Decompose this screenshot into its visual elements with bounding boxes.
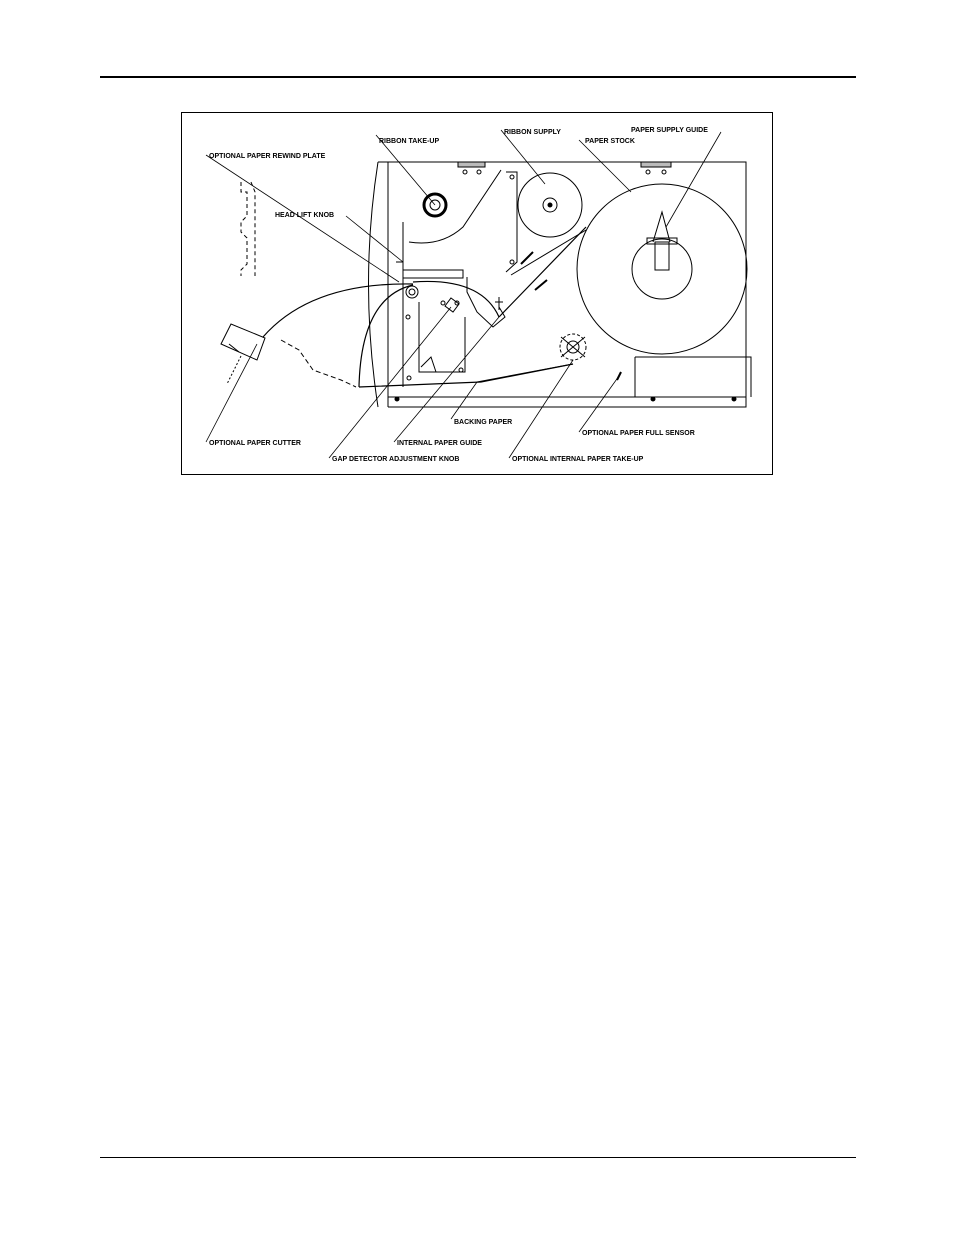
- label-optional-internal-paper-take-up: OPTIONAL INTERNAL PAPER TAKE-UP: [512, 456, 644, 463]
- label-gap-detector-adjustment-knob: GAP DETECTOR ADJUSTMENT KNOB: [332, 456, 460, 463]
- optional-paper-rewind-plate: [241, 182, 255, 276]
- leader-lines: [206, 130, 721, 458]
- optional-internal-paper-take-up-spindle: [560, 334, 586, 360]
- ribbon-supply-roll: [506, 172, 582, 272]
- printer-media-path-diagram: [181, 112, 773, 475]
- label-optional-paper-full-sensor: OPTIONAL PAPER FULL SENSOR: [582, 430, 695, 437]
- paper-stock-roll: [577, 184, 747, 354]
- label-head-lift-knob: HEAD LIFT KNOB: [275, 212, 335, 219]
- label-paper-stock: PAPER STOCK: [585, 138, 635, 145]
- optional-paper-cutter: [221, 324, 356, 387]
- diagram-svg: [181, 112, 773, 475]
- label-paper-supply-guide: PAPER SUPPLY GUIDE: [631, 127, 708, 134]
- label-optional-paper-cutter: OPTIONAL PAPER CUTTER: [209, 440, 301, 447]
- label-ribbon-take-up: RIBBON TAKE-UP: [379, 138, 440, 145]
- label-ribbon-supply: RIBBON SUPPLY: [504, 129, 561, 136]
- label-internal-paper-guide: INTERNAL PAPER GUIDE: [397, 440, 482, 447]
- label-optional-paper-rewind-plate: OPTIONAL PAPER REWIND PLATE: [209, 153, 326, 160]
- label-backing-paper: BACKING PAPER: [454, 419, 513, 426]
- header-rule: [100, 76, 856, 78]
- ribbon-take-up-spindle: [396, 170, 501, 282]
- footer-rule: [100, 1157, 856, 1158]
